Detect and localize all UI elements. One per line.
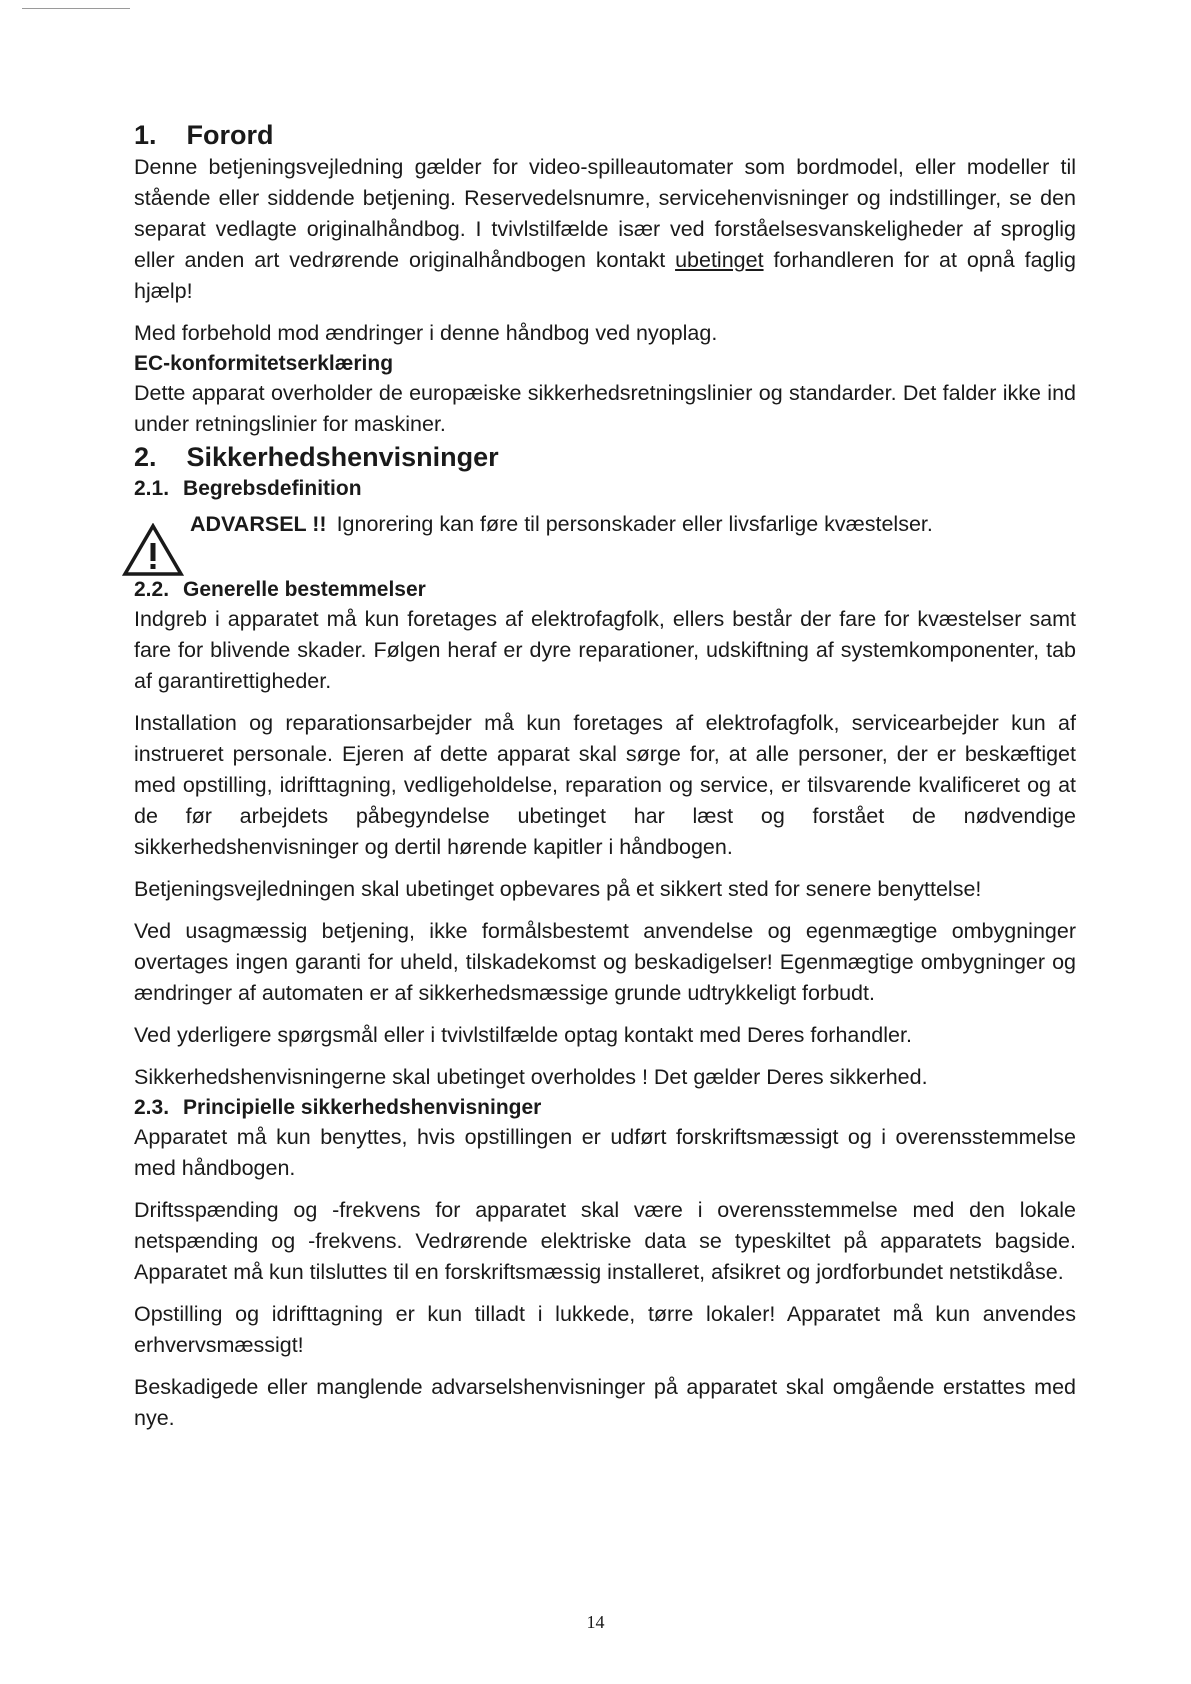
body-paragraph: Apparatet må kun benyttes, hvis opstillingen er udført forskriftsmæssigt og i overensstemmelse med håndbogen.	[134, 1125, 1076, 1180]
warning-block	[134, 509, 1076, 571]
subsection-number: 2.1.	[134, 477, 170, 500]
underlined-word: ubetinget	[675, 248, 764, 272]
body-paragraph: Ved yderligere spørgsmål eller i tvivlstilfælde optag kontakt med Deres forhandler.	[134, 1023, 912, 1047]
text-run: forhandleren for at opnå faglig hjælp!	[134, 248, 1076, 303]
body-paragraph: Indgreb i apparatet må kun foretages af elektrofagfolk, ellers består der fare for kvæstelser samt fare for blivende skader. Følgen heraf er dyre reparationer, udskiftning af systemkomponenter, tab af garantirettigheder.	[134, 607, 1076, 693]
text-run: Denne betjeningsvejledning gælder for video-spilleautomater som bordmodel, eller modeller til stående eller siddende betjening. Reservedelsnumre, servicehenvisninger og indstillinger, se den separat vedlagte originalhåndbog. I tvivlstilfælde især ved forståelsesvanskeligheder af sproglig eller anden art vedrørende originalhåndbogen kontakt	[134, 155, 1076, 272]
body-paragraph: Beskadigede eller manglende advarselshenvisninger på apparatet skal omgående erstattes med nye.	[134, 1375, 1076, 1430]
ec-heading: EC-konformitetserklæring	[134, 352, 394, 375]
section-number: 1.	[134, 120, 157, 150]
section-title: Sikkerhedshenvisninger	[186, 442, 499, 472]
subsection-2-1-heading	[134, 474, 1076, 503]
body-paragraph: Opstilling og idrifttagning er kun tilladt i lukkede, tørre lokaler! Apparatet må kun anvendes erhvervsmæssigt!	[134, 1302, 1076, 1357]
body-paragraph: Sikkerhedshenvisningerne skal ubetinget overholdes ! Det gælder Deres sikkerhed.	[134, 1065, 928, 1089]
foreword-paragraph	[134, 152, 1076, 307]
warning-line	[190, 509, 933, 540]
body-paragraph: Betjeningsvejledningen skal ubetinget opbevares på et sikkert sted for senere benyttelse!	[134, 877, 982, 901]
warning-text: Ignorering kan føre til personskader eller livsfarlige kvæstelser.	[336, 512, 933, 536]
subsection-number: 2.3.	[134, 1096, 170, 1119]
page-content	[134, 118, 1076, 1434]
subsection-2-2-heading	[134, 575, 1076, 604]
subsection-2-2-body	[134, 604, 1076, 1093]
reservation-paragraph: Med forbehold mod ændringer i denne håndbog ved nyoplag.	[134, 321, 718, 345]
ec-paragraph: Dette apparat overholder de europæiske sikkerhedsretningslinier og standarder. Det falder ikke ind under retningslinier for maskiner.	[134, 381, 1076, 436]
subsection-title: Generelle bestemmelser	[183, 578, 426, 601]
body-paragraph: Installation og reparationsarbejder må kun foretages af elektrofagfolk, servicearbejder kun af instrueret personale. Ejeren af dette apparat skal sørge for, at alle personer, der er beskæftiget med opstilling, idrifttagning, vedligeholdelse, reparation og service, er tilsvarende kvalificeret og at de før arbejdets påbegyndelse ubetinget har læst og forstået de nødvendige sikkerhedshenvisninger og dertil hørende kapitler i håndbogen.	[134, 711, 1076, 859]
section-1-heading	[134, 118, 1076, 152]
scan-artifact	[22, 8, 130, 9]
subsection-2-3-heading	[134, 1093, 1076, 1122]
subsection-title: Begrebsdefinition	[183, 477, 362, 500]
page-number: 14	[586, 1612, 605, 1632]
section-title: Forord	[186, 120, 274, 150]
section-number: 2.	[134, 442, 157, 472]
body-paragraph: Driftsspænding og -frekvens for apparatet skal være i overensstemmelse med den lokale netspænding og -frekvens. Vedrørende elektriske data se typeskiltet på apparatets bagside. Apparatet må kun tilsluttes til en forskriftsmæssig installeret, afsikret og jordforbundet netstikdåse.	[134, 1198, 1076, 1284]
subsection-title: Principielle sikkerhedshenvisninger	[183, 1096, 542, 1119]
body-paragraph: Ved usagmæssig betjening, ikke formålsbestemt anvendelse og egenmægtige ombygninger overtages ingen garanti for uheld, tilskadekomst og beskadigelser! Egenmægtige ombygninger og ændringer af automaten er af sikkerhedsmæssige grunde udtrykkeligt forbudt.	[134, 919, 1076, 1005]
warning-triangle-icon	[122, 523, 184, 577]
subsection-number: 2.2.	[134, 578, 170, 601]
subsection-2-3-body	[134, 1122, 1076, 1434]
warning-label: ADVARSEL !!	[190, 512, 327, 536]
section-2-heading	[134, 440, 1076, 474]
